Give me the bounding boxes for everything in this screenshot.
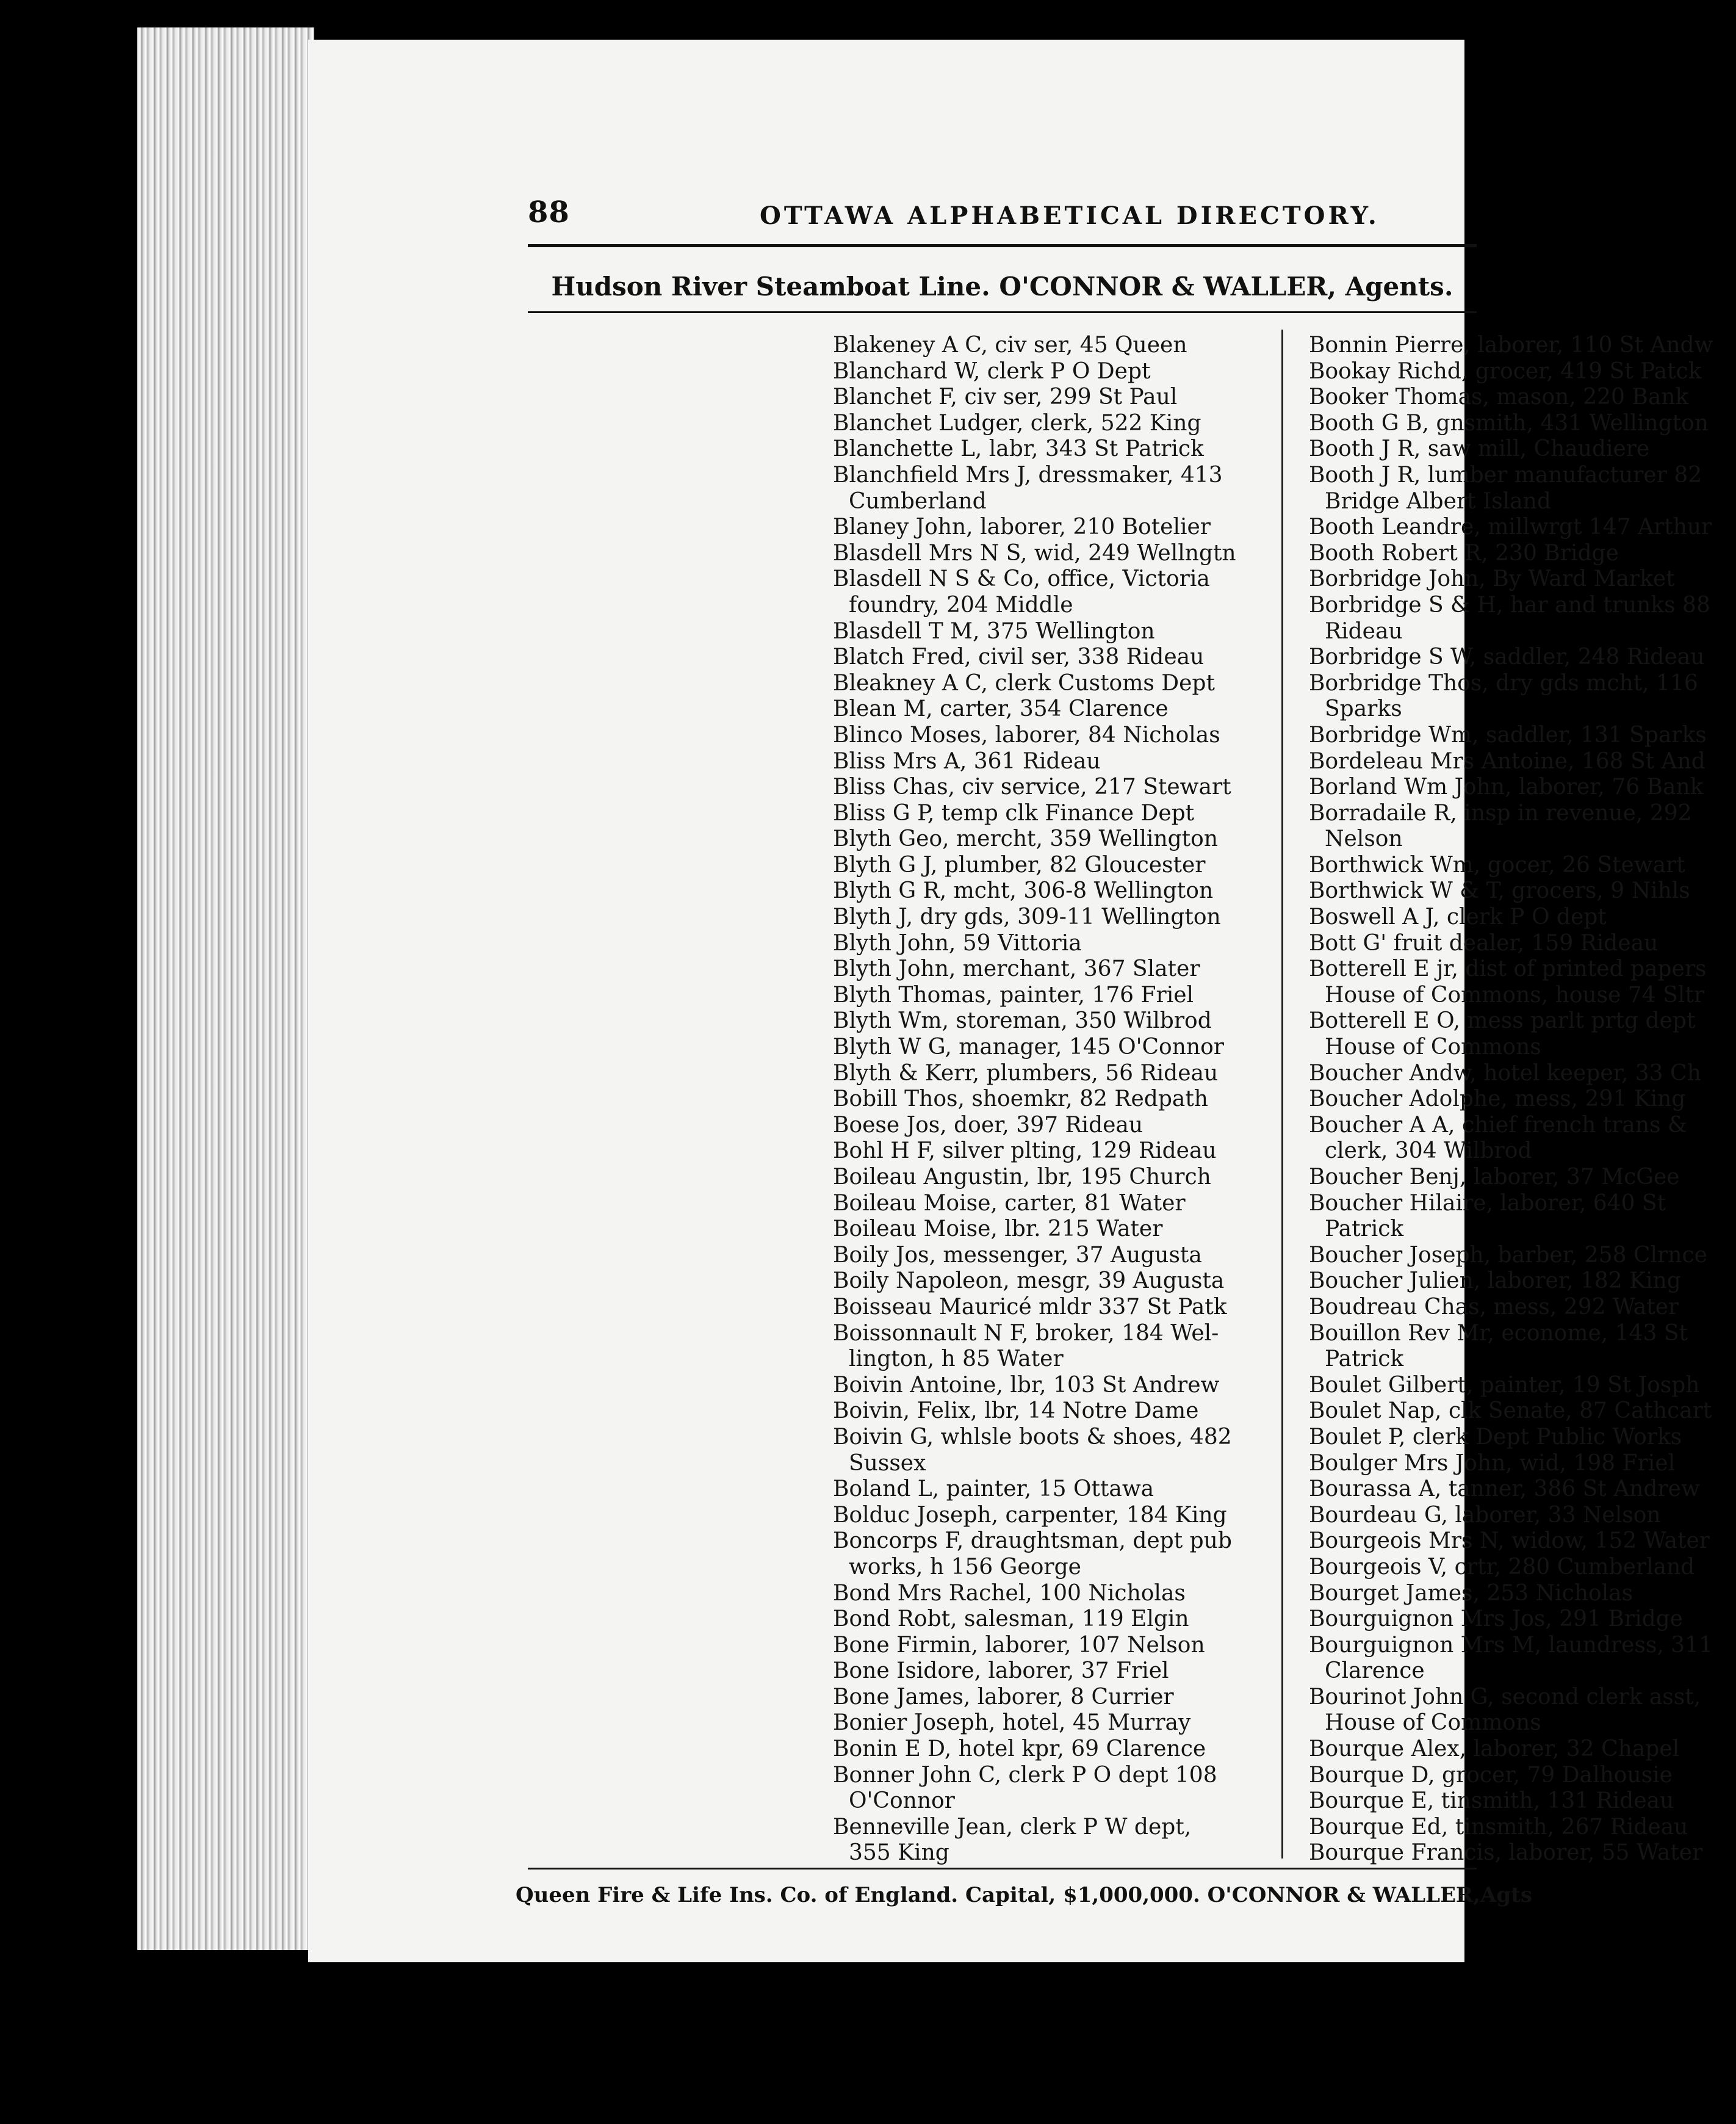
directory-entry: Bourinot John G, second clerk asst,	[1309, 1684, 1701, 1710]
directory-entry: Boissonnault N F, broker, 184 Wel-	[833, 1320, 1219, 1346]
page-header	[528, 195, 1477, 238]
directory-entry-continuation: Rideau	[1325, 618, 1403, 644]
book-page-edges	[137, 27, 314, 1950]
directory-entry: Boncorps F, draughtsman, dept pub	[833, 1528, 1232, 1554]
directory-entry: Bouillon Rev Mr, econome, 143 St	[1309, 1320, 1688, 1346]
directory-entry: Blyth John, 59 Vittoria	[833, 930, 1082, 956]
directory-entry: Blatch Fred, civil ser, 338 Rideau	[833, 645, 1205, 670]
directory-entry: Boucher Hilaire, laborer, 640 St	[1309, 1190, 1666, 1216]
directory-entry-continuation: Nelson	[1325, 826, 1403, 852]
directory-entry: Bone James, laborer, 8 Currier	[833, 1684, 1174, 1710]
directory-entry: Blean M, carter, 354 Clarence	[833, 696, 1169, 722]
directory-entry: Blyth John, merchant, 367 Slater	[833, 956, 1200, 982]
directory-entry: Booker Thomas, mason, 220 Bank	[1309, 385, 1689, 410]
directory-entry-continuation: O'Connor	[849, 1788, 955, 1814]
directory-entry-continuation: Patrick	[1325, 1346, 1404, 1372]
directory-entry: Bourque Ed, tinsmith, 267 Rideau	[1309, 1814, 1688, 1840]
directory-entry: Borthwick Wm, gocer, 26 Stewart	[1309, 852, 1685, 878]
directory-entry: Blaney John, laborer, 210 Botelier	[833, 515, 1211, 540]
footer-rule	[528, 1868, 1477, 1869]
page-number: 88	[528, 195, 570, 229]
directory-entry: Benneville Jean, clerk P W dept,	[833, 1814, 1192, 1840]
directory-entry: Boswell A J, clerk P O dept	[1309, 905, 1607, 930]
directory-entry: Boucher Benj, laborer, 37 McGee	[1309, 1165, 1680, 1190]
directory-entry: Bourgeois V, crtr, 280 Cumberland	[1309, 1554, 1695, 1580]
directory-entry-continuation: Bridge Albert Island	[1325, 488, 1551, 514]
directory-entry: Boucher A A, chief french trans &	[1309, 1112, 1687, 1138]
directory-entry: Boileau Moise, lbr. 215 Water	[833, 1216, 1163, 1242]
directory-entry: Bordeleau Mrs Antoine, 168 St And	[1309, 748, 1705, 774]
directory-entry: Boulet Nap, clk Senate, 87 Cathcart	[1309, 1398, 1712, 1424]
directory-entry: Borbridge John, By Ward Market	[1309, 566, 1675, 592]
directory-entry: Botterell E O, mess parlt prtg dept	[1309, 1008, 1696, 1034]
directory-entry: Bond Mrs Rachel, 100 Nicholas	[833, 1580, 1186, 1606]
directory-entry-continuation: 355 King	[849, 1840, 949, 1866]
directory-entry: Blyth Wm, storeman, 350 Wilbrod	[833, 1008, 1212, 1034]
directory-entry: Boucher Adolphe, mess, 291 King	[1309, 1086, 1686, 1112]
directory-entry: Blyth & Kerr, plumbers, 56 Rideau	[833, 1060, 1219, 1086]
directory-entry: Boucher Andw, hotel keeper, 33 Ch	[1309, 1060, 1701, 1086]
directory-entry: Blyth W G, manager, 145 O'Connor	[833, 1035, 1224, 1060]
directory-entry: Bourque E, tinsmith, 131 Rideau	[1309, 1788, 1674, 1814]
directory-entry: Blyth J, dry gds, 309-11 Wellington	[833, 905, 1221, 930]
directory-entry: Botterell E jr, dist of printed papers	[1309, 956, 1707, 982]
directory-entry: Boily Napoleon, mesgr, 39 Augusta	[833, 1268, 1225, 1294]
directory-entry: Bonnin Pierre, laborer, 110 St Andw	[1309, 333, 1713, 358]
directory-entry: Borthwick W & T, grocers, 9 Nihls	[1309, 878, 1690, 904]
directory-entry: Boivin G, whlsle boots & shoes, 482	[833, 1424, 1232, 1450]
directory-entry-continuation: Clarence	[1325, 1658, 1425, 1684]
directory-entry: Borland Wm John, laborer, 76 Bank	[1309, 775, 1704, 800]
directory-entry: Bourassa A, tanner, 386 St Andrew	[1309, 1476, 1700, 1502]
directory-entry: Boudreau Chas, mess, 292 Water	[1309, 1294, 1679, 1320]
directory-entry: Bott G' fruit dealer, 159 Rideau	[1309, 930, 1659, 956]
directory-entry-continuation: House of Commons, house 74 Sltr	[1325, 982, 1705, 1008]
directory-entry: Boulet Gilbert, painter, 19 St Josph	[1309, 1372, 1700, 1398]
directory-entry: Borbridge Thos, dry gds mcht, 116	[1309, 670, 1698, 696]
top-advertisement: Hudson River Steamboat Line. O'CONNOR & WALLER, Agents.	[551, 272, 1453, 302]
directory-entry: Bonner John C, clerk P O dept 108	[833, 1762, 1217, 1788]
directory-entry: Bliss Chas, civ service, 217 Stewart	[833, 775, 1231, 800]
directory-entry: Bobill Thos, shoemkr, 82 Redpath	[833, 1086, 1208, 1112]
directory-entry: Bonin E D, hotel kpr, 69 Clarence	[833, 1736, 1206, 1762]
bottom-advertisement: Queen Fire & Life Ins. Co. of England. Capital, $1,000,000. O'CONNOR & WALLER,Agts	[516, 1883, 1532, 1907]
running-title: OTTAWA ALPHABETICAL DIRECTORY.	[760, 201, 1380, 230]
directory-entry: Bone Isidore, laborer, 37 Friel	[833, 1658, 1169, 1684]
directory-entry: Bourguignon Mrs M, laundress, 311	[1309, 1632, 1713, 1658]
directory-entry: Boileau Moise, carter, 81 Water	[833, 1190, 1186, 1216]
directory-entry-continuation: House of Commons	[1325, 1035, 1541, 1060]
directory-entry: Blinco Moses, laborer, 84 Nicholas	[833, 722, 1220, 748]
directory-entry: Boulger Mrs John, wid, 198 Friel	[1309, 1450, 1676, 1476]
directory-entry: Blanchette L, labr, 343 St Patrick	[833, 436, 1204, 462]
directory-entry-continuation: works, h 156 George	[849, 1554, 1081, 1580]
directory-entry: Bookay Richd, grocer, 419 St Patck	[1309, 358, 1702, 384]
directory-entry: Blanchfield Mrs J, dressmaker, 413	[833, 462, 1223, 488]
right-column	[1309, 333, 1736, 1866]
directory-entry: Bliss G P, temp clk Finance Dept	[833, 800, 1195, 826]
directory-entry: Blanchet Ludger, clerk, 522 King	[833, 410, 1201, 436]
directory-entry: Borbridge S W, saddler, 248 Rideau	[1309, 645, 1705, 670]
directory-entry: Blanchet F, civ ser, 299 St Paul	[833, 385, 1178, 410]
directory-entry: Bourguignon Mrs Jos, 291 Bridge	[1309, 1606, 1683, 1632]
directory-entry: Bohl H F, silver plting, 129 Rideau	[833, 1138, 1217, 1164]
directory-entry: Boulet P, clerk Dept Public Works	[1309, 1424, 1682, 1450]
directory-entry: Bone Firmin, laborer, 107 Nelson	[833, 1632, 1205, 1658]
directory-entry: Bourget James, 253 Nicholas	[1309, 1580, 1633, 1606]
directory-entry: Bleakney A C, clerk Customs Dept	[833, 670, 1215, 696]
directory-entry: Borbridge S & H, har and trunks 88	[1309, 592, 1710, 618]
header-rule	[528, 244, 1477, 247]
directory-entry-continuation: Cumberland	[849, 488, 987, 514]
directory-entry: Blanchard W, clerk P O Dept	[833, 358, 1151, 384]
directory-entry: Blakeney A C, civ ser, 45 Queen	[833, 333, 1187, 358]
directory-entry: Blasdell Mrs N S, wid, 249 Wellngtn	[833, 540, 1236, 566]
directory-entry: Bond Robt, salesman, 119 Elgin	[833, 1606, 1189, 1632]
directory-entry: Boileau Angustin, lbr, 195 Church	[833, 1165, 1211, 1190]
directory-entry: Bourque D, grocer, 79 Dalhousie	[1309, 1762, 1673, 1788]
directory-entry: Blyth Thomas, painter, 176 Friel	[833, 982, 1194, 1008]
directory-entry: Bourque Francis, laborer, 55 Water	[1309, 1840, 1703, 1866]
directory-entry: Booth Leandre, millwrgt 147 Arthur	[1309, 515, 1712, 540]
directory-entry: Bonier Joseph, hotel, 45 Murray	[833, 1710, 1191, 1736]
directory-entry-continuation: lington, h 85 Water	[849, 1346, 1064, 1372]
directory-entry: Blyth Geo, mercht, 359 Wellington	[833, 826, 1219, 852]
ad-rule	[528, 311, 1477, 313]
directory-entry: Boily Jos, messenger, 37 Augusta	[833, 1242, 1202, 1268]
directory-entry: Boland L, painter, 15 Ottawa	[833, 1476, 1154, 1502]
directory-page	[308, 40, 1713, 1962]
directory-entry: Boucher Julien, laborer, 182 King	[1309, 1268, 1681, 1294]
directory-entry-continuation: House of Commons	[1325, 1710, 1541, 1736]
directory-entry: Boisseau Mauricé mldr 337 St Patk	[833, 1294, 1227, 1320]
column-divider	[1281, 330, 1283, 1858]
directory-entry: Booth G B, gnsmith, 431 Wellington	[1309, 410, 1709, 436]
directory-entry: Borradaile R, insp in revenue, 292	[1309, 800, 1692, 826]
directory-entry-continuation: clerk, 304 Wilbrod	[1325, 1138, 1532, 1164]
left-column	[833, 333, 1272, 1866]
directory-entry: Bourque Alex, laborer, 32 Chapel	[1309, 1736, 1680, 1762]
directory-entry: Blyth G J, plumber, 82 Gloucester	[833, 852, 1206, 878]
directory-entry-continuation: Sparks	[1325, 696, 1402, 722]
directory-entry: Booth Robert R, 230 Bridge	[1309, 540, 1619, 566]
directory-entry-continuation: foundry, 204 Middle	[849, 592, 1073, 618]
directory-entry: Boucher Joseph, barber, 258 Clrnce	[1309, 1242, 1707, 1268]
directory-entry: Blasdell T M, 375 Wellington	[833, 618, 1155, 644]
directory-entry: Bourgeois Mrs N, widow, 152 Water	[1309, 1528, 1710, 1554]
directory-entry-continuation: Sussex	[849, 1450, 926, 1476]
directory-entry: Boese Jos, doer, 397 Rideau	[833, 1112, 1144, 1138]
directory-entry: Bliss Mrs A, 361 Rideau	[833, 748, 1101, 774]
directory-entry: Booth J R, lumber manufacturer 82	[1309, 462, 1702, 488]
directory-entry: Bourdeau G, laborer, 33 Nelson	[1309, 1502, 1661, 1528]
directory-entry: Booth J R, saw mill, Chaudiere	[1309, 436, 1650, 462]
directory-entry: Bolduc Joseph, carpenter, 184 King	[833, 1502, 1227, 1528]
directory-entry: Blasdell N S & Co, office, Victoria	[833, 566, 1210, 592]
directory-entry-continuation: Patrick	[1325, 1216, 1404, 1242]
directory-entry: Boivin, Felix, lbr, 14 Notre Dame	[833, 1398, 1199, 1424]
directory-entry: Blyth G R, mcht, 306-8 Wellington	[833, 878, 1214, 904]
directory-entry: Borbridge Wm, saddler, 131 Sparks	[1309, 722, 1707, 748]
directory-entry: Boivin Antoine, lbr, 103 St Andrew	[833, 1372, 1220, 1398]
